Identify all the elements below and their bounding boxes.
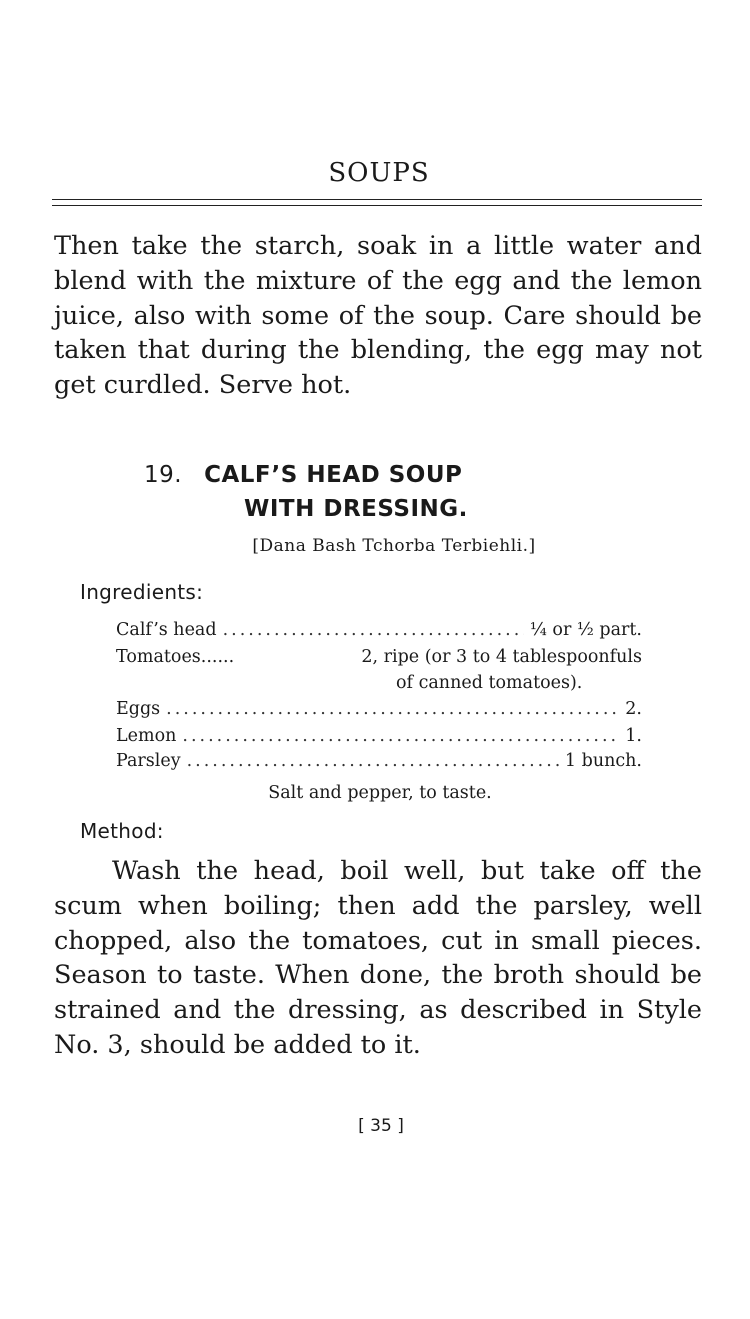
page-number: [ 35 ] bbox=[358, 1116, 404, 1136]
recipe-title-line1 bbox=[144, 462, 462, 488]
ingredient-name: Parsley bbox=[116, 751, 181, 771]
ingredient-row bbox=[116, 620, 642, 640]
ingredient-name: Calf’s head bbox=[116, 620, 217, 640]
leader-dots bbox=[187, 751, 559, 771]
recipe-alt-name: [Dana Bash Tchorba Terbiehli.] bbox=[252, 536, 536, 556]
leader-dots bbox=[182, 726, 619, 746]
ingredient-row bbox=[116, 751, 642, 771]
recipe-number: 19. bbox=[144, 462, 183, 488]
recipe-title-line2: WITH DRESSING. bbox=[244, 496, 468, 522]
ingredient-qty: 2, ripe (or 3 to 4 tablespoonfuls bbox=[361, 647, 642, 667]
seasoning-note: Salt and pepper, to taste. bbox=[268, 783, 492, 803]
ingredient-qty: 1. bbox=[625, 726, 642, 746]
method-label: Method: bbox=[80, 819, 164, 843]
running-head: SOUPS bbox=[328, 158, 430, 188]
header-rule-top bbox=[52, 199, 702, 200]
leader-dots bbox=[223, 620, 524, 640]
ingredient-qty: 1 bunch. bbox=[564, 751, 642, 771]
ingredient-qty: 2. bbox=[625, 699, 642, 719]
ingredient-row bbox=[116, 647, 642, 667]
ingredient-name: Tomatoes...... bbox=[116, 647, 235, 667]
recipe-title-text-1: CALF’S HEAD SOUP bbox=[204, 462, 463, 488]
continuation-paragraph: Then take the starch, soak in a little water and blend with the mixture of the egg and the lemon juice, also with some of the soup. Care should be taken that during the blending, the egg may not get curdled. Serve hot. bbox=[54, 231, 702, 401]
header-rule-bottom bbox=[52, 205, 702, 206]
ingredient-row bbox=[116, 726, 642, 746]
ingredient-name: Eggs bbox=[116, 699, 161, 719]
ingredient-qty: ¼ or ½ part. bbox=[529, 620, 642, 640]
ingredient-name: Lemon bbox=[116, 726, 177, 746]
leader-dots bbox=[166, 699, 619, 719]
ingredient-row bbox=[116, 699, 642, 719]
ingredients-label: Ingredients: bbox=[80, 580, 204, 604]
ingredient-continuation: of canned tomatoes). bbox=[396, 673, 583, 693]
method-text: Wash the head, boil well, but take off the scum when boiling; then add the parsley, well chopped, also the tomatoes, cut in small pieces. Season to taste. When done, the broth should be strained and the dressing, as described in Style No. 3, should be added to it. bbox=[54, 856, 702, 1060]
method-paragraph bbox=[54, 854, 702, 1063]
